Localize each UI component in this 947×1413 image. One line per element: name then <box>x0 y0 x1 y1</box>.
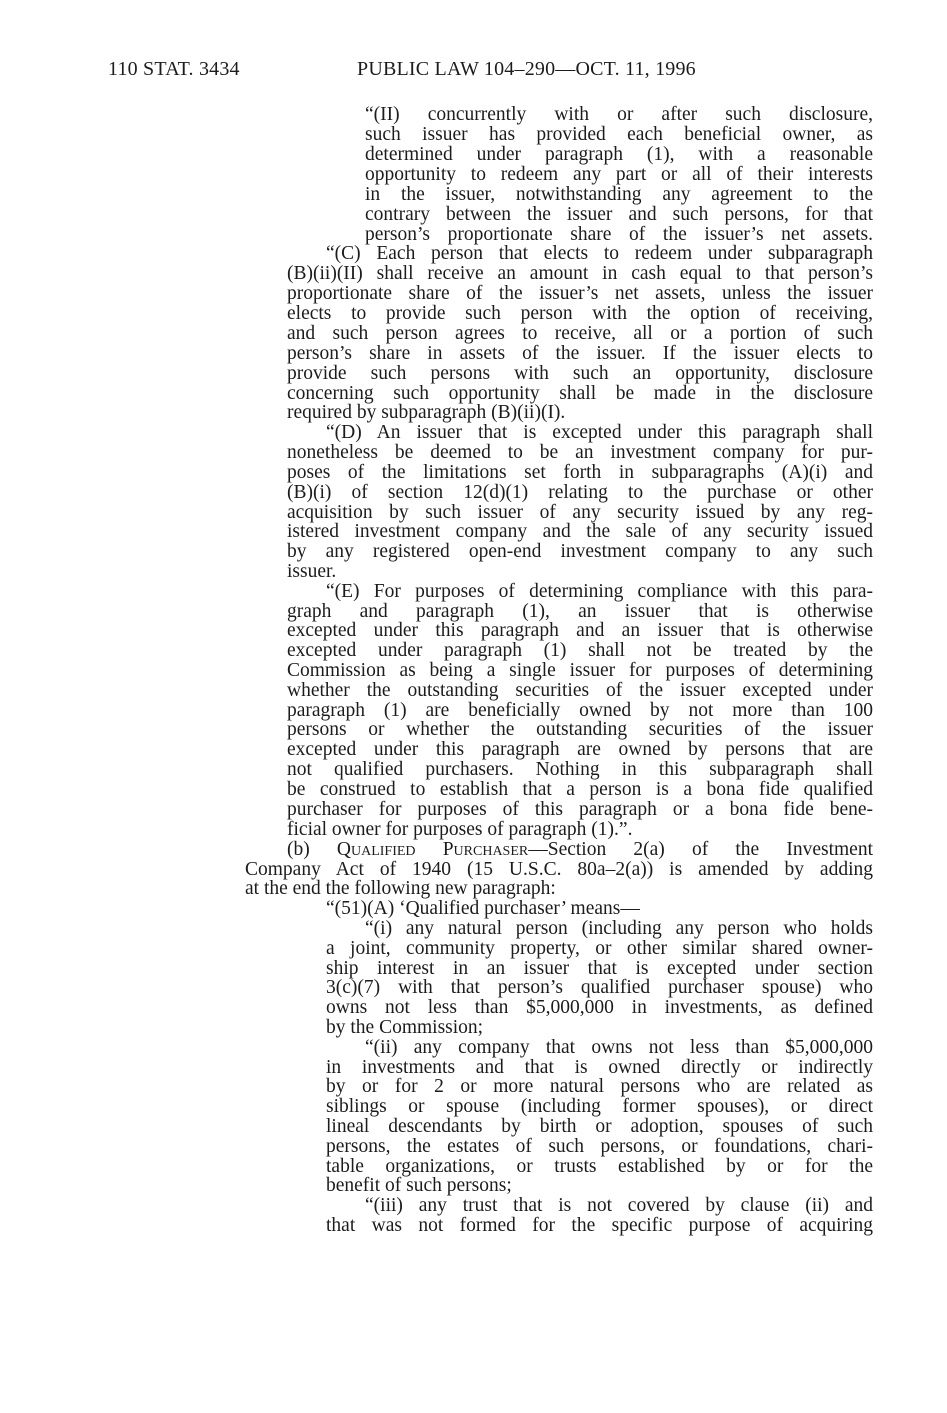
text-line: person’s proportionate share of the issuer’s net assets. <box>365 224 873 245</box>
text-line: “(II) concurrently with or after such disclosure, <box>365 104 873 125</box>
text-line: owns not less than $5,000,000 in investments, as defined <box>326 997 873 1018</box>
text-line: benefit of such persons; <box>326 1175 512 1196</box>
text-line: at the end the following new paragraph: <box>245 878 556 899</box>
text-line: Commission as being a single issuer for purposes of determining <box>287 660 873 681</box>
text-line: “(51)(A) ‘Qualified purchaser’ means— <box>326 898 640 919</box>
text-line: person’s share in assets of the issuer. If the issuer elects to <box>287 343 873 364</box>
text-line: istered investment company and the sale of any security issued <box>287 521 873 542</box>
text-line: lineal descendants by birth or adoption, spouses of such <box>326 1116 873 1137</box>
text-line: by or for 2 or more natural persons who are related as <box>326 1076 873 1097</box>
text-line: be construed to establish that a person is a bona fide qualified <box>287 779 873 800</box>
text-line: 3(c)(7) with that person’s qualified purchaser spouse) who <box>326 977 873 998</box>
text-line: opportunity to redeem any part or all of their interests <box>365 164 873 185</box>
text-line: excepted under paragraph (1) shall not be treated by the <box>287 640 873 661</box>
text-line: “(C) Each person that elects to redeem under subparagraph <box>326 243 873 264</box>
text-line: persons or whether the outstanding securities of the issuer <box>287 719 873 740</box>
text-line: (B)(i) of section 12(d)(1) relating to the purchase or other <box>287 482 873 503</box>
text-line: such issuer has provided each beneficial owner, as <box>365 124 873 145</box>
section-b-heading: Qualified Purchaser <box>336 839 529 860</box>
public-law-citation: PUBLIC LAW 104–290—OCT. 11, 1996 <box>357 58 696 80</box>
text-line: ficial owner for purposes of paragraph (1).”. <box>287 819 633 840</box>
text-line: issuer. <box>287 561 337 582</box>
text-line: elects to provide such person with the option of receiving, <box>287 303 873 324</box>
text-line: graph and paragraph (1), an issuer that is otherwise <box>287 601 873 622</box>
page-header <box>0 58 947 84</box>
text-line: and such person agrees to receive, all or a portion of such <box>287 323 873 344</box>
section-b-first-line <box>287 840 873 860</box>
text-line: excepted under this paragraph are owned by persons that are <box>287 739 873 760</box>
text-line: “(E) For purposes of determining compliance with this para- <box>326 581 873 602</box>
text-line: a joint, community property, or other similar shared owner- <box>326 938 873 959</box>
text-line: poses of the limitations set forth in subparagraphs (A)(i) and <box>287 462 873 483</box>
section-b-text: —Section 2(a) of the Investment <box>528 839 873 860</box>
text-line: (B)(ii)(II) shall receive an amount in cash equal to that person’s <box>287 263 873 284</box>
text-line: required by subparagraph (B)(ii)(I). <box>287 402 566 423</box>
section-b-prefix: (b) <box>287 839 337 860</box>
text-line: acquisition by such issuer of any security issued by any reg- <box>287 502 873 523</box>
text-line: “(D) An issuer that is excepted under this paragraph shall <box>326 422 873 443</box>
text-line: nonetheless be deemed to be an investment company for pur- <box>287 442 873 463</box>
text-line: provide such persons with such an opportunity, disclosure <box>287 363 873 384</box>
text-line: in investments and that is owned directly or indirectly <box>326 1057 873 1078</box>
text-line: concerning such opportunity shall be made in the disclosure <box>287 383 873 404</box>
statute-page-number: 110 STAT. 3434 <box>108 58 240 80</box>
text-line: excepted under this paragraph and an issuer that is otherwise <box>287 620 873 641</box>
text-line: not qualified purchasers. Nothing in this subparagraph shall <box>287 759 873 780</box>
text-line: contrary between the issuer and such persons, for that <box>365 204 873 225</box>
text-line: that was not formed for the specific purpose of acquiring <box>326 1215 873 1236</box>
text-line: Company Act of 1940 (15 U.S.C. 80a–2(a)) is amended by adding <box>245 859 873 880</box>
text-line: purchaser for purposes of this paragraph or a bona fide bene- <box>287 799 873 820</box>
text-line: “(i) any natural person (including any person who holds <box>365 918 873 939</box>
text-line: ship interest in an issuer that is excepted under section <box>326 958 873 979</box>
text-line: siblings or spouse (including former spouses), or direct <box>326 1096 873 1117</box>
text-line: table organizations, or trusts established by or for the <box>326 1156 873 1177</box>
text-line: whether the outstanding securities of the issuer excepted under <box>287 680 873 701</box>
text-line: paragraph (1) are beneficially owned by not more than 100 <box>287 700 873 721</box>
text-line: “(iii) any trust that is not covered by clause (ii) and <box>365 1195 873 1216</box>
text-line: in the issuer, notwithstanding any agreement to the <box>365 184 873 205</box>
text-line: determined under paragraph (1), with a reasonable <box>365 144 873 165</box>
text-line: by the Commission; <box>326 1017 484 1038</box>
text-line: persons, the estates of such persons, or foundations, chari- <box>326 1136 873 1157</box>
text-line: proportionate share of the issuer’s net assets, unless the issuer <box>287 283 873 304</box>
text-line: “(ii) any company that owns not less than $5,000,000 <box>365 1037 873 1058</box>
text-line: by any registered open-end investment company to any such <box>287 541 873 562</box>
